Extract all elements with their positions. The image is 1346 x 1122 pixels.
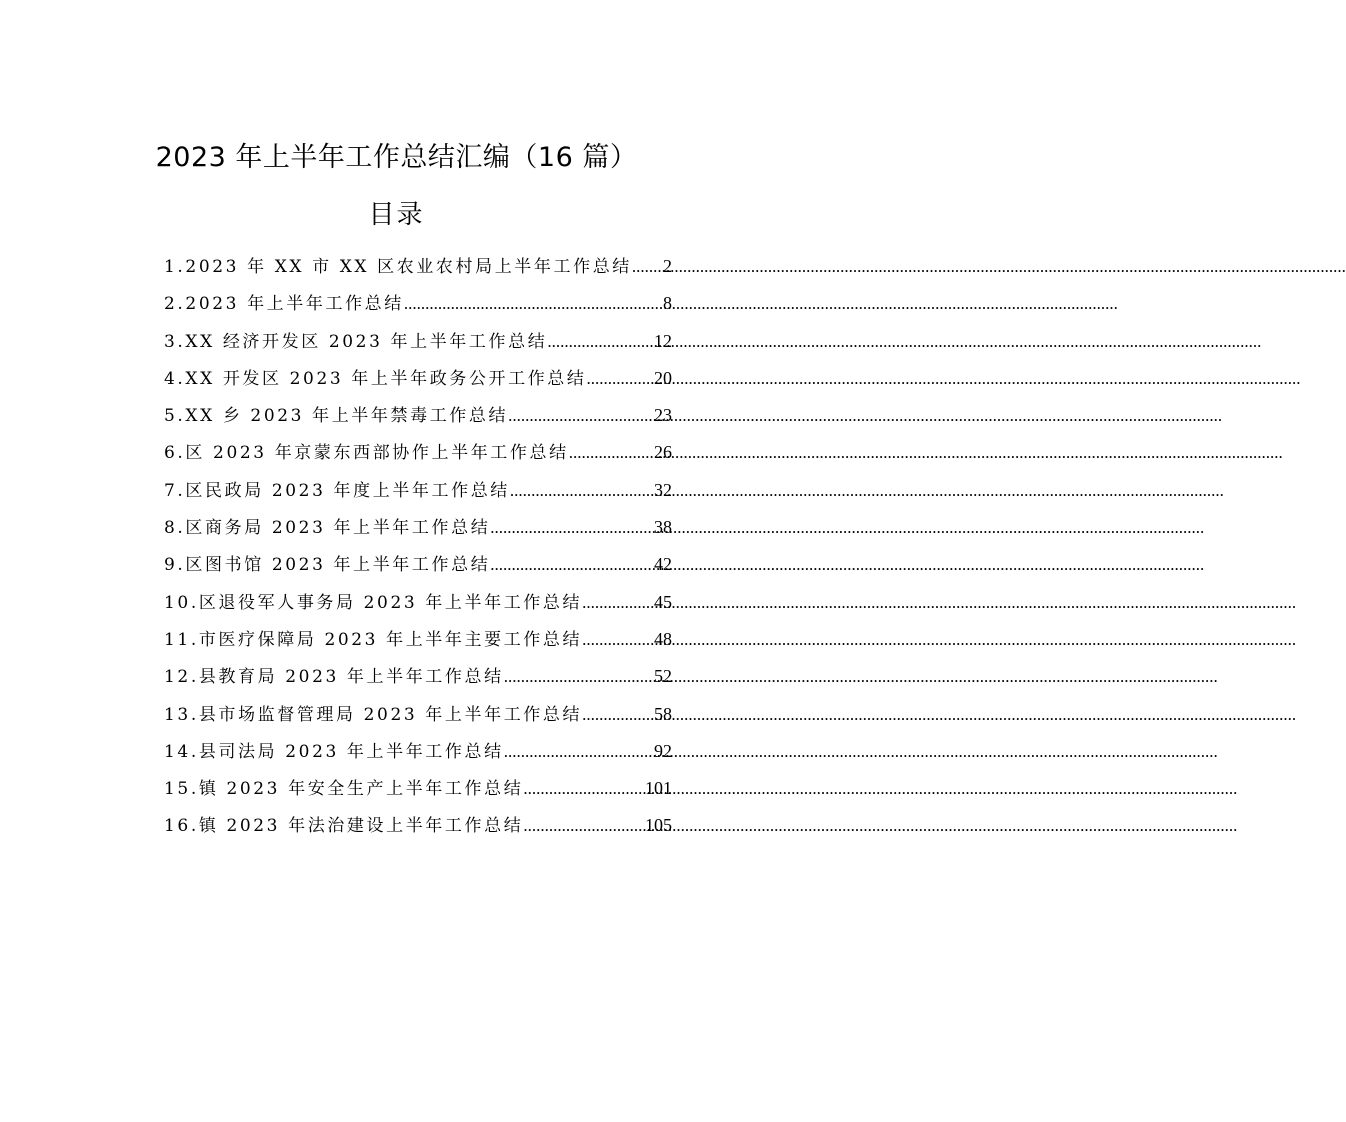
toc-leader-dots [504, 733, 654, 770]
toc-leader-dots [632, 248, 663, 285]
toc-entry[interactable] [164, 807, 672, 844]
toc-entry-title: 14.县司法局 2023 年上半年工作总结 [164, 741, 504, 762]
toc-leader-dots [587, 360, 655, 397]
toc-entry[interactable] [164, 733, 672, 770]
toc-entry-page: 12 [654, 330, 672, 351]
toc-entry-title: 10.区退役军人事务局 2023 年上半年工作总结 [164, 592, 583, 613]
toc-entry[interactable] [164, 696, 672, 733]
toc-entry[interactable] [164, 546, 672, 583]
toc-heading: 目录 [368, 200, 425, 230]
toc-leader-dots [569, 434, 654, 471]
toc-entry-page: 38 [654, 517, 672, 538]
toc-entry-title: 6.区 2023 年京蒙东西部协作上半年工作总结 [164, 443, 569, 464]
toc-entry-title: 5.XX 乡 2023 年上半年禁毒工作总结 [164, 406, 509, 427]
toc-entry-title: 12.县教育局 2023 年上半年工作总结 [164, 667, 504, 688]
toc-entry-title: 15.镇 2023 年安全生产上半年工作总结 [164, 779, 524, 800]
toc-entry[interactable] [164, 621, 672, 658]
toc-entry-page: 58 [654, 703, 672, 724]
toc-entry-page: 105 [645, 815, 672, 836]
toc-leader-dots [582, 696, 654, 733]
toc-leader-dots [582, 584, 654, 621]
toc-entry[interactable] [164, 472, 672, 509]
toc-entry-page: 8 [663, 293, 672, 314]
toc-entry-page: 92 [654, 740, 672, 761]
toc-leader-dots [510, 472, 654, 509]
toc-entry-page: 45 [654, 591, 672, 612]
document-title: 2023 年上半年工作总结汇编（16 篇） [155, 142, 638, 173]
toc-entry[interactable] [164, 584, 672, 621]
toc-entry-title: 1.2023 年 XX 市 XX 区农业农村局上半年工作总结 [164, 257, 632, 277]
toc-entry[interactable] [164, 509, 672, 546]
toc-entry-title: 13.县市场监督管理局 2023 年上半年工作总结 [164, 704, 583, 725]
toc-entry-title: 16.镇 2023 年法治建设上半年工作总结 [164, 816, 524, 837]
toc-entry-page: 23 [654, 405, 672, 426]
toc-entry[interactable] [164, 285, 672, 322]
toc-leader-dots [523, 807, 645, 844]
toc-entry[interactable] [164, 323, 672, 360]
toc-entry-title: 7.区民政局 2023 年度上半年工作总结 [164, 480, 510, 501]
toc-entry-title: 3.XX 经济开发区 2023 年上半年工作总结 [164, 331, 548, 352]
toc-entry-page: 26 [654, 442, 672, 463]
toc-entry-title: 11.市医疗保障局 2023 年上半年主要工作总结 [164, 629, 583, 650]
toc-leader-dots [547, 323, 654, 360]
toc-entry[interactable] [164, 770, 672, 807]
toc-leader-dots [490, 509, 654, 546]
toc-entry-page: 20 [654, 367, 672, 388]
toc-leader-dots [523, 770, 645, 807]
toc-entry-title: 4.XX 开发区 2023 年上半年政务公开工作总结 [164, 368, 587, 389]
toc-entry-page: 42 [654, 554, 672, 575]
toc-leader-dots [582, 621, 654, 658]
toc-entry-page: 32 [654, 479, 672, 500]
toc-entry[interactable] [164, 434, 672, 471]
toc-leader-dots [490, 546, 654, 583]
toc-entry-title: 2.2023 年上半年工作总结 [164, 294, 404, 315]
toc-entry-title: 8.区商务局 2023 年上半年工作总结 [164, 518, 491, 539]
toc-entry[interactable] [164, 397, 672, 434]
toc-leader-dots [508, 397, 654, 434]
table-of-contents [164, 248, 672, 845]
toc-entry-page: 52 [654, 666, 672, 687]
toc-entry-page: 101 [645, 778, 672, 799]
toc-leader-dots [404, 285, 663, 322]
toc-entry[interactable] [164, 658, 672, 695]
toc-entry-page: 2 [663, 256, 672, 276]
toc-leader-dots [504, 658, 654, 695]
toc-entry-page: 48 [654, 628, 672, 649]
toc-entry[interactable] [164, 248, 672, 285]
toc-entry[interactable] [164, 360, 672, 397]
toc-entry-title: 9.区图书馆 2023 年上半年工作总结 [164, 555, 491, 576]
